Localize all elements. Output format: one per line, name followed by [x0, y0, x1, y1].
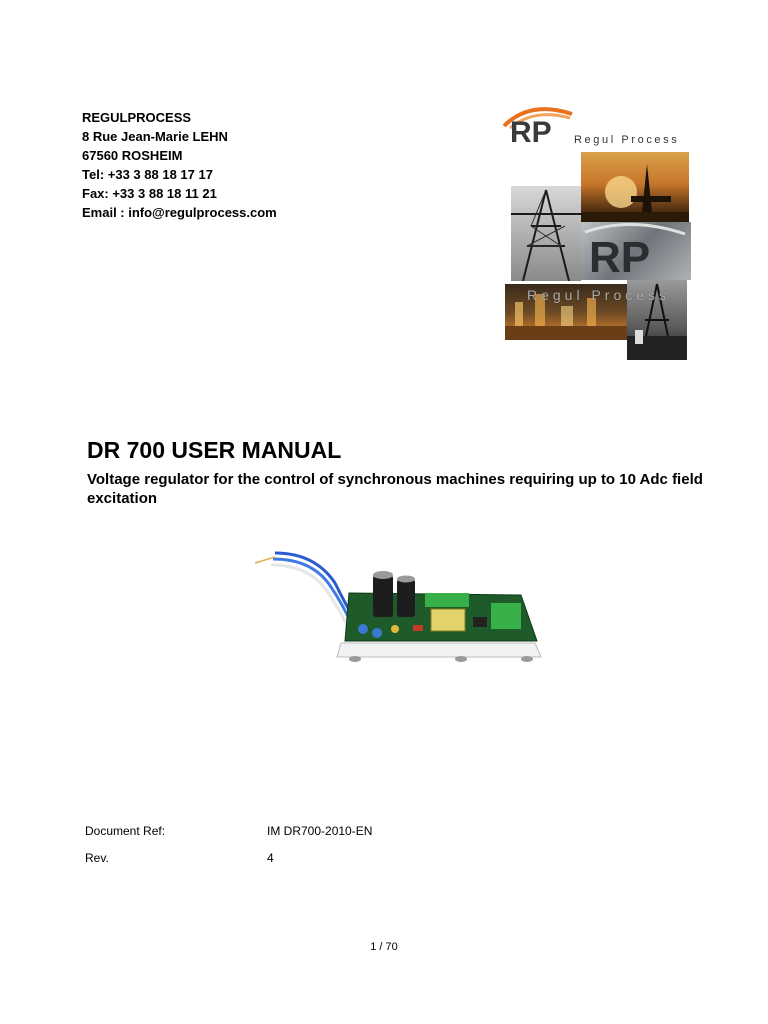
revision-label: Rev. — [85, 851, 109, 865]
page-number: 1 / 70 — [370, 941, 398, 953]
document-title: DR 700 USER MANUAL — [87, 437, 342, 463]
svg-text:RP: RP — [589, 233, 651, 280]
company-name: REGULPROCESS — [82, 110, 192, 125]
company-address — [82, 108, 277, 222]
document-subtitle: Voltage regulator for the control of synchronous machines requiring up to 10 Adc field excitation — [87, 471, 703, 507]
company-email: Email : info@regulprocess.com — [82, 205, 277, 220]
revision-value: 4 — [267, 851, 274, 865]
product-photo — [245, 543, 545, 668]
logo-text: Regul Process — [574, 134, 680, 146]
photo-pylon — [511, 186, 581, 281]
photo-collage — [503, 152, 698, 362]
document-ref-label: Document Ref: — [85, 824, 166, 838]
regul-process-logo — [500, 104, 700, 150]
collage-text: Regul Process — [527, 287, 671, 303]
dr700-board-illustration — [245, 543, 545, 668]
photo-rp-metal — [581, 222, 691, 280]
company-street: 8 Rue Jean-Marie LEHN — [82, 129, 228, 144]
logo-mark: RP — [510, 116, 552, 149]
company-tel: Tel: +33 3 88 18 17 17 — [82, 167, 213, 182]
photo-oil-rig — [581, 152, 689, 222]
document-ref-value: IM DR700-2010-EN — [267, 824, 373, 838]
company-city: 67560 ROSHEIM — [82, 148, 183, 163]
company-fax: Fax: +33 3 88 18 11 21 — [82, 186, 217, 201]
